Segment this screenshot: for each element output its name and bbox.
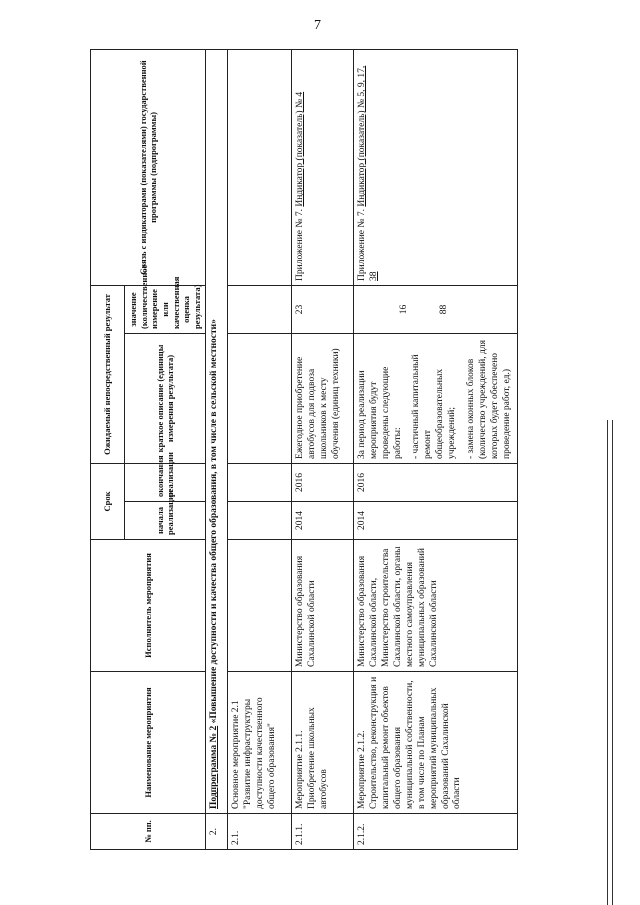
- row-start: 2014: [354, 502, 518, 540]
- row-link: [354, 49, 518, 285]
- row-name: Основное мероприятие 2.1 "Развитие инфраструктуры доступности качественного общего образования": [228, 672, 292, 814]
- row-desc-item: - замена оконных блоков (количество учреждений, для которых будет обеспечено проведение работ, ед.): [466, 340, 512, 459]
- row-value: [354, 285, 518, 333]
- subprogram-row: [206, 49, 228, 849]
- row-num: 2.1.1.: [292, 814, 354, 850]
- row-desc-item: - частичный капитальный ремонт общеобразовательных учреждений;: [410, 354, 457, 459]
- header-executor: Исполнитель мероприятия: [91, 540, 206, 672]
- row-num: 2.1.: [228, 814, 292, 850]
- row-executor: [228, 540, 292, 672]
- row-name: Мероприятие 2.1.1. Приобретение школьных автобусов: [292, 672, 354, 814]
- row-desc: [228, 333, 292, 463]
- header-result-desc: краткое описание (единицы измерения результата): [125, 333, 206, 463]
- row-end: 2016: [292, 463, 354, 501]
- header-term-start: начала реализации: [125, 502, 206, 540]
- row-value: [228, 285, 292, 333]
- header-term: Срок: [91, 463, 125, 539]
- header-link: Связь с индикаторами (показателями) государственной программы (подпрограммы): [91, 49, 206, 285]
- header-num: № пп.: [91, 814, 206, 850]
- header-result: Ожидаемый непосредственный результат: [91, 285, 125, 463]
- row-end: 2016: [354, 463, 518, 501]
- header-term-end: окончания реализации: [125, 463, 206, 501]
- row-executor: Министерство образования Сахалинской области, Министерство строительства Сахалинской области, органы местного самоуправления муниципальных образований Сахалинской области: [354, 540, 518, 672]
- row-value: 23: [292, 285, 354, 333]
- header-result-value: значение (количественное измерение или качественная оценка результата): [125, 285, 206, 333]
- indicator-link: Индикатор (показатель) № 4: [295, 91, 306, 207]
- page-number: 7: [314, 18, 321, 33]
- row-name: Мероприятие 2.1.2. Строительство, реконструкция и капитальный ремонт объектов общего образования муниципальной собственности, в том числе по Планам мероприятий муниципальных образований Сахалинской области: [354, 672, 518, 814]
- row-desc: Ежегодное приобретение автобусов для подвоза школьников к месту обучения (единиц техники): [292, 333, 354, 463]
- row-desc: [354, 333, 518, 463]
- row-start: [228, 502, 292, 540]
- row-executor: Министерство образования Сахалинской области: [292, 540, 354, 672]
- subprogram-title: [206, 49, 228, 813]
- indicator-link: Индикатор (показатель) № 5, 9, 17, 38: [357, 65, 380, 281]
- row-start: 2014: [292, 502, 354, 540]
- header-name: Наименование мероприятия: [91, 672, 206, 814]
- subprogram-title-rest: «Повышение доступности и качества общего образования, в том числе в сельской местности»: [209, 319, 220, 726]
- table-row: [228, 49, 292, 849]
- row-link-prefix: Приложение № 7.: [295, 206, 306, 281]
- row-value-item: 16: [399, 304, 410, 315]
- row-link-prefix: Приложение № 7.: [357, 206, 368, 281]
- subprogram-num: 2.: [206, 814, 228, 850]
- row-link: [228, 49, 292, 285]
- scan-edge-line: [612, 420, 613, 905]
- table-row: [354, 49, 518, 849]
- header-row: [91, 49, 125, 849]
- scan-edge-line: [607, 420, 608, 905]
- row-end: [228, 463, 292, 501]
- row-num: 2.1.2.: [354, 814, 518, 850]
- table-row: [292, 49, 354, 849]
- row-value-item: 88: [439, 304, 450, 315]
- rotated-table-wrapper: [90, 50, 580, 850]
- row-link: [292, 49, 354, 285]
- row-desc-intro: За период реализации мероприятия будут проведены следующие работы:: [357, 366, 403, 459]
- activities-table: [90, 49, 518, 850]
- subprogram-title-prefix: Подпрограмма № 2: [209, 725, 220, 809]
